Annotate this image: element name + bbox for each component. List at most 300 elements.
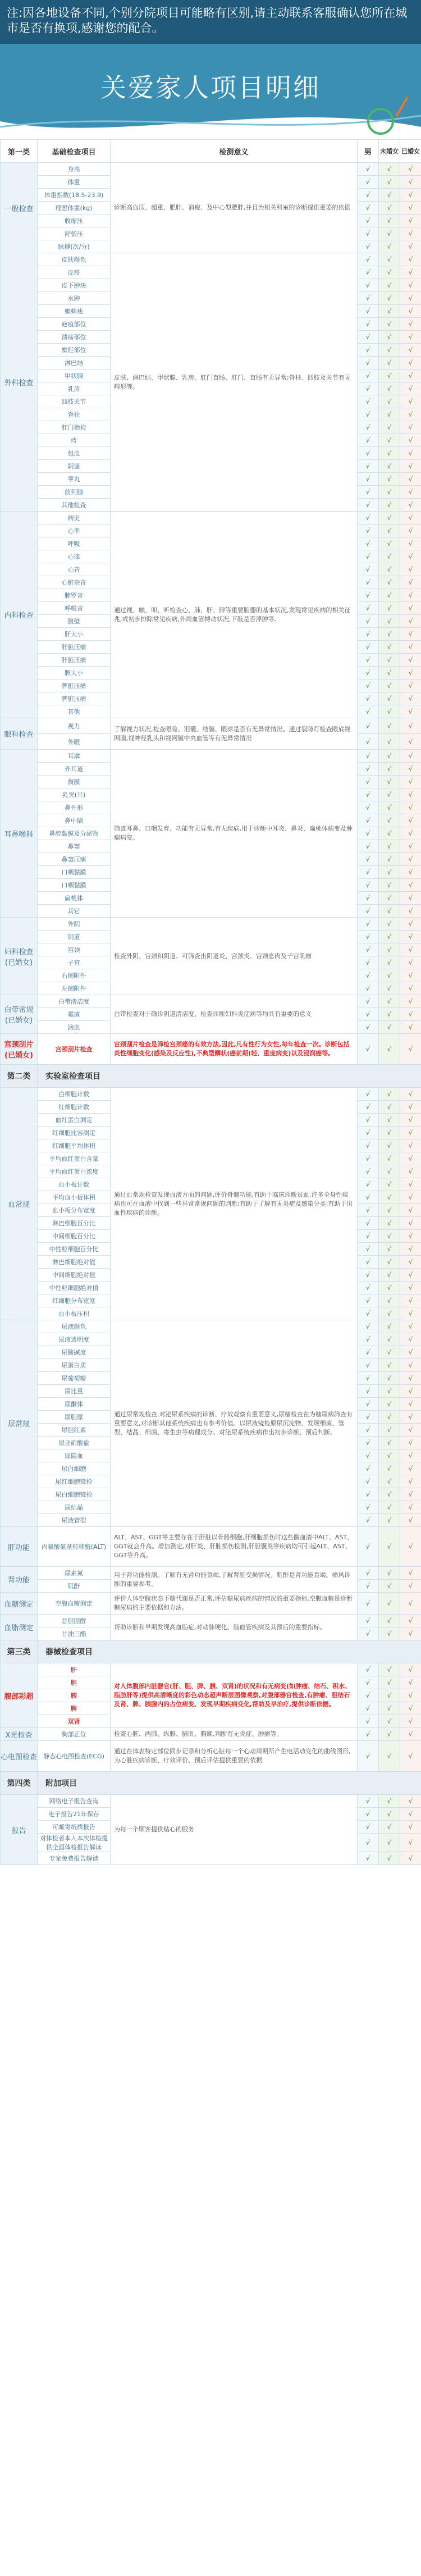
check-female-unmarried: √ (379, 1462, 400, 1475)
check-female-unmarried: √ (379, 1715, 400, 1728)
check-male: √ (358, 1101, 379, 1114)
item-label: 呼吸音 (38, 602, 111, 615)
check-male: √ (358, 1346, 379, 1359)
check-male: √ (358, 1580, 379, 1593)
check-male: √ (358, 1230, 379, 1243)
check-male: √ (358, 654, 379, 667)
item-label: 其他检查 (38, 499, 111, 512)
check-female-unmarried: √ (379, 750, 400, 763)
check-female-unmarried: √ (379, 344, 400, 357)
check-female-married: √ (400, 525, 421, 537)
check-female-married: √ (400, 1008, 421, 1021)
check-female-married: √ (400, 905, 421, 918)
meaning-text: 对人体腹部内脏器官(肝、胆、脾、胰、双肾)的状况和有无病变(如肿瘤、结石、积水、脂肪肝等)提供高清晰度的彩色动态超声断层图像观察,对腹部器官检查,有肿瘤、胆结石及肾、脾、胰腺内的占位病变、发现早期疾病变化,帮助及早治疗,提供诊断依据。 (111, 1663, 358, 1728)
item-label: 宫颈 (38, 943, 111, 956)
check-female-unmarried: √ (379, 1689, 400, 1702)
check-female-unmarried: √ (379, 943, 400, 956)
check-female-married: √ (400, 1741, 421, 1772)
category-label: 肾功能 (1, 1567, 38, 1593)
check-male: √ (358, 1256, 379, 1269)
item-label: 阴道 (38, 931, 111, 943)
check-male: √ (358, 1852, 379, 1865)
check-female-married: √ (400, 763, 421, 776)
check-female-married: √ (400, 1398, 421, 1411)
check-female-married: √ (400, 1689, 421, 1702)
item-label: 糜烂部位 (38, 344, 111, 357)
check-female-unmarried: √ (379, 1088, 400, 1101)
check-male: √ (358, 615, 379, 628)
table-row (1, 1567, 421, 1580)
check-female-married: √ (400, 279, 421, 292)
check-female-unmarried: √ (379, 1501, 400, 1514)
check-male: √ (358, 215, 379, 227)
check-male: √ (358, 969, 379, 982)
item-label: 脾大小 (38, 667, 111, 680)
check-male: √ (358, 1514, 379, 1527)
item-label: 尿液管型 (38, 1514, 111, 1527)
item-label: 肺罗音 (38, 589, 111, 602)
category-label: 妇科检查(已婚女) (1, 918, 38, 995)
check-female-unmarried: √ (379, 1385, 400, 1398)
check-female-unmarried: √ (379, 705, 400, 718)
check-female-unmarried: √ (379, 827, 400, 840)
item-label: 疤痕部位 (38, 318, 111, 331)
check-female-unmarried: √ (379, 776, 400, 788)
item-label: 体重 (38, 176, 111, 189)
check-male: √ (358, 1088, 379, 1101)
category-label: 眼科检查 (1, 718, 38, 750)
check-male: √ (358, 1008, 379, 1021)
check-female-married: √ (400, 589, 421, 602)
check-female-unmarried: √ (379, 1852, 400, 1865)
check-female-unmarried: √ (379, 486, 400, 499)
check-female-unmarried: √ (379, 1294, 400, 1307)
check-female-unmarried: √ (379, 667, 400, 680)
check-female-unmarried: √ (379, 1728, 400, 1741)
item-label: 右侧附件 (38, 969, 111, 982)
check-male: √ (358, 1320, 379, 1333)
check-male: √ (358, 692, 379, 705)
check-male: √ (358, 408, 379, 421)
check-female-unmarried: √ (379, 995, 400, 1008)
check-female-unmarried: √ (379, 814, 400, 827)
check-female-married: √ (400, 305, 421, 318)
check-female-unmarried: √ (379, 1567, 400, 1580)
category-label: 血糖测定 (1, 1593, 38, 1615)
item-label: 可邮寄纸质报告 (38, 1821, 111, 1834)
check-female-unmarried: √ (379, 357, 400, 370)
item-label: 血小板分布宽度 (38, 1204, 111, 1217)
check-male: √ (358, 421, 379, 434)
check-male: √ (358, 982, 379, 995)
check-female-married: √ (400, 1269, 421, 1282)
check-male: √ (358, 1269, 379, 1282)
check-male: √ (358, 202, 379, 215)
item-label: 体重指数(18.5-23.9) (38, 189, 111, 202)
check-male: √ (358, 1398, 379, 1411)
meaning-text: 通过在体表特定部位同步记录和分析心脏每一个心动周期所产生电活动变化的曲线图形,为心脏疾病诊断、疗效评价、预后评估提供重要的依据 (111, 1741, 358, 1772)
item-label: 胸部正位 (38, 1728, 111, 1741)
check-female-married: √ (400, 734, 421, 750)
check-female-married: √ (400, 1101, 421, 1114)
check-male: √ (358, 956, 379, 969)
check-male: √ (358, 1282, 379, 1294)
check-female-unmarried: √ (379, 1741, 400, 1772)
check-female-married: √ (400, 1795, 421, 1808)
check-female-unmarried: √ (379, 969, 400, 982)
check-female-married: √ (400, 602, 421, 615)
item-label: 理想体重(kg) (38, 202, 111, 215)
check-female-married: √ (400, 1580, 421, 1593)
check-female-married: √ (400, 1021, 421, 1034)
item-label: 尿蛋白质 (38, 1359, 111, 1372)
check-male: √ (358, 1372, 379, 1385)
category-label: 肝功能 (1, 1527, 38, 1567)
checkmark-icon (367, 108, 394, 135)
check-female-married: √ (400, 1152, 421, 1165)
check-female-unmarried: √ (379, 473, 400, 486)
check-female-unmarried: √ (379, 1676, 400, 1689)
check-female-unmarried: √ (379, 227, 400, 240)
check-female-married: √ (400, 641, 421, 654)
check-female-unmarried: √ (379, 331, 400, 344)
check-male: √ (358, 576, 379, 589)
check-male: √ (358, 1204, 379, 1217)
check-female-unmarried: √ (379, 589, 400, 602)
check-male: √ (358, 1191, 379, 1204)
check-female-married: √ (400, 499, 421, 512)
item-label: 蜘蛛痣 (38, 305, 111, 318)
hero-banner (0, 44, 421, 139)
check-male: √ (358, 1834, 379, 1852)
section-header-row (1, 1065, 421, 1088)
check-female-unmarried: √ (379, 918, 400, 931)
check-female-unmarried: √ (379, 1307, 400, 1320)
category-label: 耳鼻喉科 (1, 750, 38, 918)
section-type: 第三类 (1, 1640, 38, 1663)
table-row (1, 1663, 421, 1676)
item-label: 鼓膜 (38, 776, 111, 788)
item-label: 脾脏压痛 (38, 692, 111, 705)
check-female-married: √ (400, 1127, 421, 1139)
item-label: 扁桃体 (38, 892, 111, 905)
table-row (1, 253, 421, 266)
check-male: √ (358, 1488, 379, 1501)
check-female-married: √ (400, 189, 421, 202)
item-label: 尿白细胞 (38, 1462, 111, 1475)
check-male: √ (358, 1437, 379, 1449)
item-label: 病史 (38, 512, 111, 525)
check-female-married: √ (400, 943, 421, 956)
check-male: √ (358, 827, 379, 840)
check-female-unmarried: √ (379, 1424, 400, 1437)
check-male: √ (358, 776, 379, 788)
check-female-married: √ (400, 1821, 421, 1834)
check-male: √ (358, 525, 379, 537)
check-female-married: √ (400, 1615, 421, 1627)
check-female-married: √ (400, 563, 421, 576)
check-male: √ (358, 879, 379, 892)
check-female-married: √ (400, 486, 421, 499)
item-label: 平均血小板体积 (38, 1191, 111, 1204)
item-label: 鼻中隔 (38, 814, 111, 827)
check-female-married: √ (400, 1333, 421, 1346)
check-female-married: √ (400, 1424, 421, 1437)
check-female-unmarried: √ (379, 512, 400, 525)
check-female-unmarried: √ (379, 1034, 400, 1065)
check-female-unmarried: √ (379, 434, 400, 447)
check-male: √ (358, 1821, 379, 1834)
check-male: √ (358, 279, 379, 292)
item-label: 心脏杂音 (38, 576, 111, 589)
check-male: √ (358, 318, 379, 331)
check-female-married: √ (400, 1139, 421, 1152)
check-female-married: √ (400, 537, 421, 550)
check-female-unmarried: √ (379, 525, 400, 537)
item-label: 尿隐血 (38, 1449, 111, 1462)
item-label: 淋巴结 (38, 357, 111, 370)
check-female-unmarried: √ (379, 1217, 400, 1230)
check-female-married: √ (400, 215, 421, 227)
item-label: 皮疹 (38, 266, 111, 279)
item-label: 心律 (38, 550, 111, 563)
check-female-unmarried: √ (379, 1834, 400, 1852)
check-female-married: √ (400, 1488, 421, 1501)
item-label: 左侧附件 (38, 982, 111, 995)
table-row (1, 1034, 421, 1065)
check-male: √ (358, 473, 379, 486)
item-label: 睾丸 (38, 473, 111, 486)
check-male: √ (358, 705, 379, 718)
item-label: 甲状腺 (38, 370, 111, 382)
check-male: √ (358, 641, 379, 654)
check-female-unmarried: √ (379, 1282, 400, 1294)
check-male: √ (358, 1795, 379, 1808)
item-label: 口咽黏膜 (38, 866, 111, 879)
check-female-married: √ (400, 1527, 421, 1567)
check-female-married: √ (400, 1217, 421, 1230)
check-male: √ (358, 602, 379, 615)
item-label: 皮下肿块 (38, 279, 111, 292)
check-female-married: √ (400, 956, 421, 969)
check-female-unmarried: √ (379, 563, 400, 576)
item-label: 空腹血糖测定 (38, 1593, 111, 1615)
check-male: √ (358, 447, 379, 460)
check-female-unmarried: √ (379, 1008, 400, 1021)
item-label: 外耳道 (38, 763, 111, 776)
item-label: 白细胞计数 (38, 1088, 111, 1101)
item-label: 外阴 (38, 918, 111, 931)
item-label: 身高 (38, 163, 111, 176)
check-female-married: √ (400, 1475, 421, 1488)
check-male: √ (358, 1728, 379, 1741)
meaning-text: 检查外阴、宫颈和阴道、可筛查出阴道炎、宫颈炎、宫颈息肉及子宫肌瘤 (111, 918, 358, 995)
category-label: 报告 (1, 1795, 38, 1865)
check-male: √ (358, 563, 379, 576)
check-female-married: √ (400, 382, 421, 395)
item-label: 总胆固醇 (38, 1615, 111, 1627)
item-label: 其他 (38, 705, 111, 718)
check-male: √ (358, 537, 379, 550)
check-male: √ (358, 918, 379, 931)
item-label: 淋巴细胞绝对值 (38, 1256, 111, 1269)
meaning-text: 通过视、触、叩、听检查心、肺、肝、脾等重要脏器的基本状况,发现常见疾病的相关征兆,或初步排除常见疾病,外周血管搏动状况,下肢是否浮肿等。 (111, 512, 358, 718)
page-title: 关爱家人项目明细 (100, 72, 321, 103)
item-label: 腹壁 (38, 615, 111, 628)
check-female-unmarried: √ (379, 1615, 400, 1627)
check-female-married: √ (400, 1808, 421, 1821)
meaning-text: 通过尿常规检查,对泌尿系疾病的诊断、疗效观察有重要意义,尿糖检查在为糖尿病筛查有重要意义,对诊断其他系统疾病也有参考价值。以尿液镜检原尿沉淀物、发现细菌、管型、结晶、细菌、寄生虫等病理成分。对泌尿系统疾病作出初步诊断、预后判断。 (111, 1320, 358, 1527)
item-label: 血小板计数 (38, 1178, 111, 1191)
check-female-unmarried: √ (379, 1795, 400, 1808)
check-male: √ (358, 1127, 379, 1139)
check-female-married: √ (400, 1165, 421, 1178)
item-label: 阴茎 (38, 460, 111, 473)
check-female-married: √ (400, 1320, 421, 1333)
check-male: √ (358, 995, 379, 1008)
check-female-unmarried: √ (379, 1372, 400, 1385)
item-label: 胰 (38, 1689, 111, 1702)
check-female-unmarried: √ (379, 1191, 400, 1204)
check-female-unmarried: √ (379, 408, 400, 421)
item-label: 红细胞计数 (38, 1101, 111, 1114)
category-label: 尿常规 (1, 1320, 38, 1527)
check-female-unmarried: √ (379, 253, 400, 266)
check-female-married: √ (400, 705, 421, 718)
check-female-married: √ (400, 853, 421, 866)
meaning-text: ALT、AST、GGT等主要存在于肝脏以骨骼细胞,肝细胞损伤时这些酶血清中ALT、AST、GGT就会升高。增加测定,对肝炎、肝脏损伤检测,肝胆囊炎等疾病均可引起ALT、AST、GGT等升高。 (111, 1527, 358, 1567)
check-male: √ (358, 486, 379, 499)
check-female-married: √ (400, 331, 421, 344)
item-label: 胆 (38, 1676, 111, 1689)
check-male: √ (358, 1449, 379, 1462)
check-female-married: √ (400, 667, 421, 680)
item-label: 舒张压 (38, 227, 111, 240)
check-male: √ (358, 189, 379, 202)
check-female-unmarried: √ (379, 318, 400, 331)
checkup-table (0, 139, 421, 1865)
check-female-unmarried: √ (379, 447, 400, 460)
item-label: 鼻窦 (38, 840, 111, 853)
check-male: √ (358, 1676, 379, 1689)
check-female-married: √ (400, 879, 421, 892)
check-male: √ (358, 1178, 379, 1191)
check-female-unmarried: √ (379, 956, 400, 969)
check-female-married: √ (400, 1294, 421, 1307)
check-female-married: √ (400, 1178, 421, 1191)
check-female-unmarried: √ (379, 1627, 400, 1640)
meaning-text: 为每一个顾客提供贴心的服务 (111, 1795, 358, 1865)
check-female-married: √ (400, 253, 421, 266)
check-male: √ (358, 1294, 379, 1307)
check-male: √ (358, 1475, 379, 1488)
table-row (1, 1527, 421, 1567)
item-label: 中性粒细胞绝对值 (38, 1282, 111, 1294)
check-female-married: √ (400, 1449, 421, 1462)
check-female-married: √ (400, 692, 421, 705)
check-male: √ (358, 931, 379, 943)
check-female-unmarried: √ (379, 266, 400, 279)
check-female-married: √ (400, 576, 421, 589)
header-female-married: 已婚女 (400, 140, 421, 163)
item-label: 宫颈刮片检查 (38, 1034, 111, 1065)
check-male: √ (358, 589, 379, 602)
check-female-married: √ (400, 227, 421, 240)
check-male: √ (358, 512, 379, 525)
item-label: 鼻窦压痛 (38, 853, 111, 866)
check-female-unmarried: √ (379, 1593, 400, 1615)
check-female-married: √ (400, 176, 421, 189)
header-male: 男 (358, 140, 379, 163)
section-type: 第二类 (1, 1065, 38, 1088)
category-label: 外科检查 (1, 253, 38, 512)
check-female-unmarried: √ (379, 1808, 400, 1821)
check-female-married: √ (400, 866, 421, 879)
item-label: 脊柱 (38, 408, 111, 421)
check-female-unmarried: √ (379, 1398, 400, 1411)
check-male: √ (358, 1808, 379, 1821)
check-female-married: √ (400, 1663, 421, 1676)
item-label: 鼻外形 (38, 801, 111, 814)
check-male: √ (358, 240, 379, 253)
check-male: √ (358, 1593, 379, 1615)
item-label: 网络电子报告查询 (38, 1795, 111, 1808)
item-label: 包皮 (38, 447, 111, 460)
check-female-unmarried: √ (379, 1346, 400, 1359)
check-female-unmarried: √ (379, 1333, 400, 1346)
check-female-married: √ (400, 434, 421, 447)
item-label: 尿红细胞镜检 (38, 1475, 111, 1488)
check-female-unmarried: √ (379, 176, 400, 189)
item-label: 肝大小 (38, 628, 111, 641)
check-male: √ (358, 163, 379, 176)
check-female-unmarried: √ (379, 931, 400, 943)
category-label: 血常规 (1, 1088, 38, 1320)
check-male: √ (358, 1567, 379, 1580)
item-label: 其它 (38, 905, 111, 918)
category-label: 白带常规(已婚女) (1, 995, 38, 1034)
item-label: 外眼 (38, 734, 111, 750)
section-header-row (1, 1772, 421, 1795)
check-female-unmarried: √ (379, 550, 400, 563)
meaning-text: 用于肾功能检测。了解有无肾功能衰竭,了解肾脏受损情况。肌酐是肾功能衰竭、痛风诊断的重要参考。 (111, 1567, 358, 1593)
check-female-married: √ (400, 654, 421, 667)
check-female-married: √ (400, 163, 421, 176)
check-female-unmarried: √ (379, 801, 400, 814)
item-label: 子宫 (38, 956, 111, 969)
item-label: 脾 (38, 1702, 111, 1715)
check-female-married: √ (400, 357, 421, 370)
check-female-married: √ (400, 370, 421, 382)
check-female-unmarried: √ (379, 615, 400, 628)
check-female-married: √ (400, 1852, 421, 1865)
item-label: 鼻腔黏膜及分泌物 (38, 827, 111, 840)
check-female-unmarried: √ (379, 879, 400, 892)
check-male: √ (358, 1114, 379, 1127)
section-title: 附加项目 (38, 1772, 421, 1795)
check-female-unmarried: √ (379, 292, 400, 305)
check-female-married: √ (400, 615, 421, 628)
check-male: √ (358, 905, 379, 918)
check-male: √ (358, 1021, 379, 1034)
check-male: √ (358, 1307, 379, 1320)
check-female-married: √ (400, 1411, 421, 1424)
check-male: √ (358, 1359, 379, 1372)
check-female-married: √ (400, 1282, 421, 1294)
item-label: 心音 (38, 563, 111, 576)
check-male: √ (358, 1243, 379, 1256)
check-female-unmarried: √ (379, 1449, 400, 1462)
